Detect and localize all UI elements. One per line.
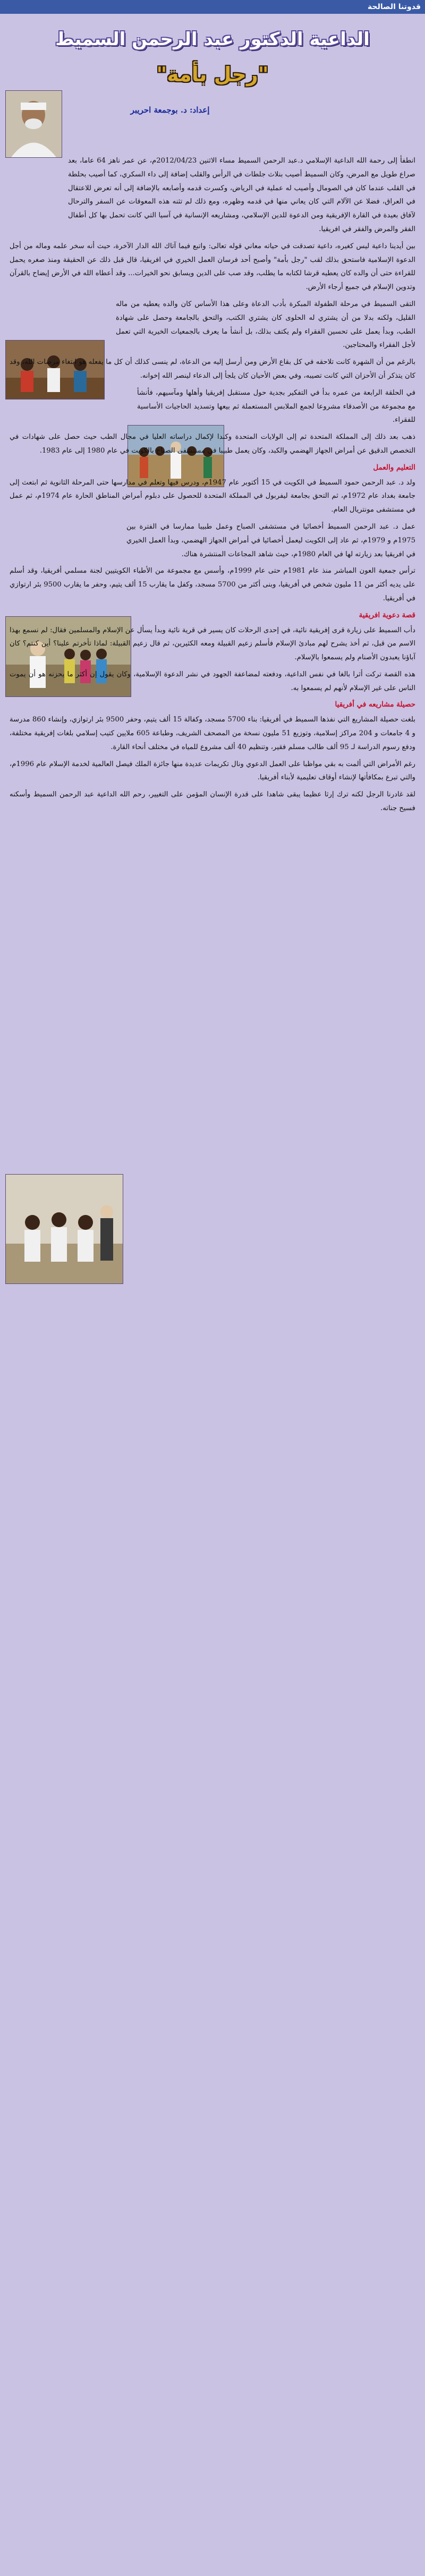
paragraph: التقى السميط في مرحلة الطفولة المبكرة بأدب الدعاة وعلى هذا الأساس كان والده يعطيه من ماله القليل، ولكنه بدلا من أن يشتري له الحلوى كان يشتري الكتب، والتحق بالجامعة وحصل على شهادة الطب، وبدأ يعمل على تحسين الفقراء ولم يكتف بذلك، بل أنشأ ما يعرف بالجمعيات الخيرية التي تعمل لأجل الفقراء والمحتاجين.	[116, 300, 415, 350]
article-body	[10, 154, 415, 819]
section-intro	[10, 154, 415, 383]
page-title: الداعية الدكتور عبد الرحمن السميط	[55, 29, 370, 50]
section-heading: قصة دعوية افريقية	[359, 610, 415, 619]
category-label: قدوتنا الصالحة	[367, 3, 421, 11]
section-education	[10, 461, 415, 606]
section-story	[10, 609, 415, 695]
paragraph: بين أيدينا داعية ليس كغيره، داعية تصدقت في حياته معاني قوله تعالى: واتبع فيما آتاك الله الدار الآخرة، حيث أنه سخر علمه وماله من أجل الدعوة الإسلامية فاستحق بذلك لقب "رجل بأمة" وأصبح أحد فرسان العمل الخيري في افريقيا، قال قبل ذلك عن الحقيقة ومنذ صغره يحمل للقراءة حتى أن والده كان يعطيه قرشا لكتابه ما يطلب، وقد صب على الدين ويسابق نحو الخيرات... وقد أعطاه الله في الأرض إيضاح بالقرآن وتدوين الإسلام في جميع أرجاء الأرض.	[10, 242, 415, 292]
paragraph: في الحلقة الرابعة من عمره بدأ في التفكير بجدية حول مستقبل إفريقيا وأهلها ومآسيهم، فأنشأ مع مجموعة من الأصدقاء مشروعا لجمع الملابس المستعملة ثم بيعها وتسديد الحاجيات الأساسية للفقراء.	[137, 388, 415, 424]
paragraph: لقد غادرنا الرجل لكنه ترك إرثا عظيما يبقى شاهدا على قدرة الإنسان المؤمن على التغيير، رحم الله الداعية عبد الرحمن السميط وأسكنه فسيح جناته.	[10, 790, 415, 813]
paragraph: انطفأ إلى رحمة الله الداعية الإسلامي د.عبد الرحمن السميط مساء الاثنين 2012/04/23م، عن عمر ناهز 64 عاما، بعد صراع طويل مع المرض، وكان السميط أصيب بنلاث جلطات في الرأس والقلب إضافة إلى داء السكري، كما أصيب بحلطة في القلب عندما كان في الصومال وأصيب له عملية في الرياض، وكسرت قدمه وأصابعه بالإضافة إلى أنه تعرض للاعتقال في العراق، فضلا عن الآلام التي كان يعاني منها في قدمه وظهره، ومع ذلك لم تثنه هذه المعوقات عن السفر والترحال لآفاق بعيدة في القارة الإفريقية ومن الدعوة للدين الإسلامي، ومشاريعه الإنسانية في آسيا التي كانت تحمل بها كل أطفال الفقر والمرض والفقر في افريقيا.	[68, 157, 415, 233]
paragraph: بالرغم من أن الشهرة كانت تلاحقه في كل بقاع الأرض ومن أرسل إليه من الدعاة، لم ينسى كذلك أن كل ما يفعله هو ابتغاء مرضات الله، وقد كان يتذكر أن الأحزان التي كانت تصيبه، وفي بعض الأحيان كان يلجأ إلى الدعاء لينصر الله إخوانه.	[10, 358, 415, 380]
top-bar	[0, 0, 425, 14]
author-line: إعداد: د. بوجمعة احريبر	[130, 105, 210, 115]
paragraph: ولد د. عبد الرحمن حمود السميط في الكويت في 15 أكتوبر عام 1947م، ودرس فيها وتعلم في مدارسها حتى المرحلة الثانوية ثم ابتعث إلى جامعة بغداد عام 1972م، ثم التحق بجامعة ليفربول في المملكة المتحدة للحصول على دبلوم أمراض المناطق الحارة عام 1974م، ثم عمل في مستشفى مونتريال العام.	[10, 478, 415, 514]
paragraph: هذه القصة تركت أثرا بالغا في نفس الداعية، ودفعته لمضاعفة الجهود في نشر الدعوة الإسلامية، وكان يقول إن أكثر ما يحزنه هو أن يموت الناس على غير الإسلام لأنهم لم يسمعوا به.	[10, 670, 415, 692]
paragraph: بلغت حصيلة المشاريع التي نفذها السميط في أفريقيا: بناء 5700 مسجد، وكفالة 15 ألف يتيم، وحفر 9500 بئر ارتوازي، وإنشاء 860 مدرسة و 4 جامعات و 204 مراكز إسلامية، وتوزيع 51 مليون نسخة من المصحف الشريف، وطباعة 605 ملايين كتيب إسلامي بلغات إفريقية مختلفة، ودفع رسوم الدراسة لـ 95 ألف طالب مسلم فقير، وتنظيم 40 ألف مشروع للمياه في مختلف أنحاء القارة.	[10, 716, 416, 751]
classroom-photo	[5, 1174, 123, 1284]
section-heading: التعليم والعمل	[373, 463, 415, 472]
portrait-photo	[5, 90, 62, 158]
paragraph: دأب السميط على زيارة قرى إفريقية نائية، في إحدى الرحلات كان يسير في قرية نائية وبدأ يسأل عن الإسلام والمسلمين فقال: لم نسمع بهذا الاسم من قبل، ثم أخذ يشرح لهم مبادئ الإسلام فأسلم زعيم القبيلة ومعه الكثيرين، ثم قال زعيم القبيلة: لماذا تأخرتم علينا؟ أين كنتم؟ كان آباؤنا يعبدون الأصنام ولم يسمعوا بالإسلام.	[10, 626, 415, 662]
paragraph: رغم الأمراض التي ألمت به بقي مواظبا على العمل الدعوي ونال تكريمات عديدة منها جائزة الملك فيصل العالمية لخدمة الإسلام عام 1996م، والتي تبرع بمكافأتها لإنشاء أوقاف تعليمية لأبناء أفريقيا.	[10, 760, 415, 782]
paragraph: ذهب بعد ذلك إلى المملكة المتحدة ثم إلى الولايات المتحدة وكندا لإكمال دراساته العليا في مجال الطب حيث حصل على شهادات في التخصص الدقيق عن أمراض الجهاز الهضمي والكبد، وكان يعمل طبيبا في مستشفى الصباح بالكويت في عام 1980 إلى عام 1983.	[10, 433, 415, 455]
paragraph: ترأس جمعية العون المباشر منذ عام 1981م حتى عام 1999م، وأسس مع مجموعة من الأطباء الكويتيين لجنة مسلمي أفريقيا، وقد أسلم على يديه أكثر من 11 مليون شخص في أفريقيا، وبنى أكثر من 5700 مسجد، وكفل ما يقارب 15 ألف يتيم، وحفر ما يقارب 9500 بئر ارتوازي في أفريقيا.	[10, 567, 415, 602]
section-heading: حصيلة مشاريعه في أفريقيا	[335, 700, 415, 709]
paragraph: عمل د. عبد الرحمن السميط أخصائيا في مستشفى الصباح وعمل طبيبا ممارسا في الفترة بين 1975م و 1979م، ثم عاد إلى الكويت ليعمل أخصائيا في أمراض الجهاز الهضمي، وبدأ العمل الخيري في افريقيا بعد زيارته لها في العام 1980م، حيث شاهد المجاعات المنتشرة هناك.	[126, 522, 415, 558]
section-projects	[10, 698, 415, 815]
section-early-life	[10, 386, 415, 458]
page-subtitle: "رجل بأمة"	[156, 63, 269, 86]
